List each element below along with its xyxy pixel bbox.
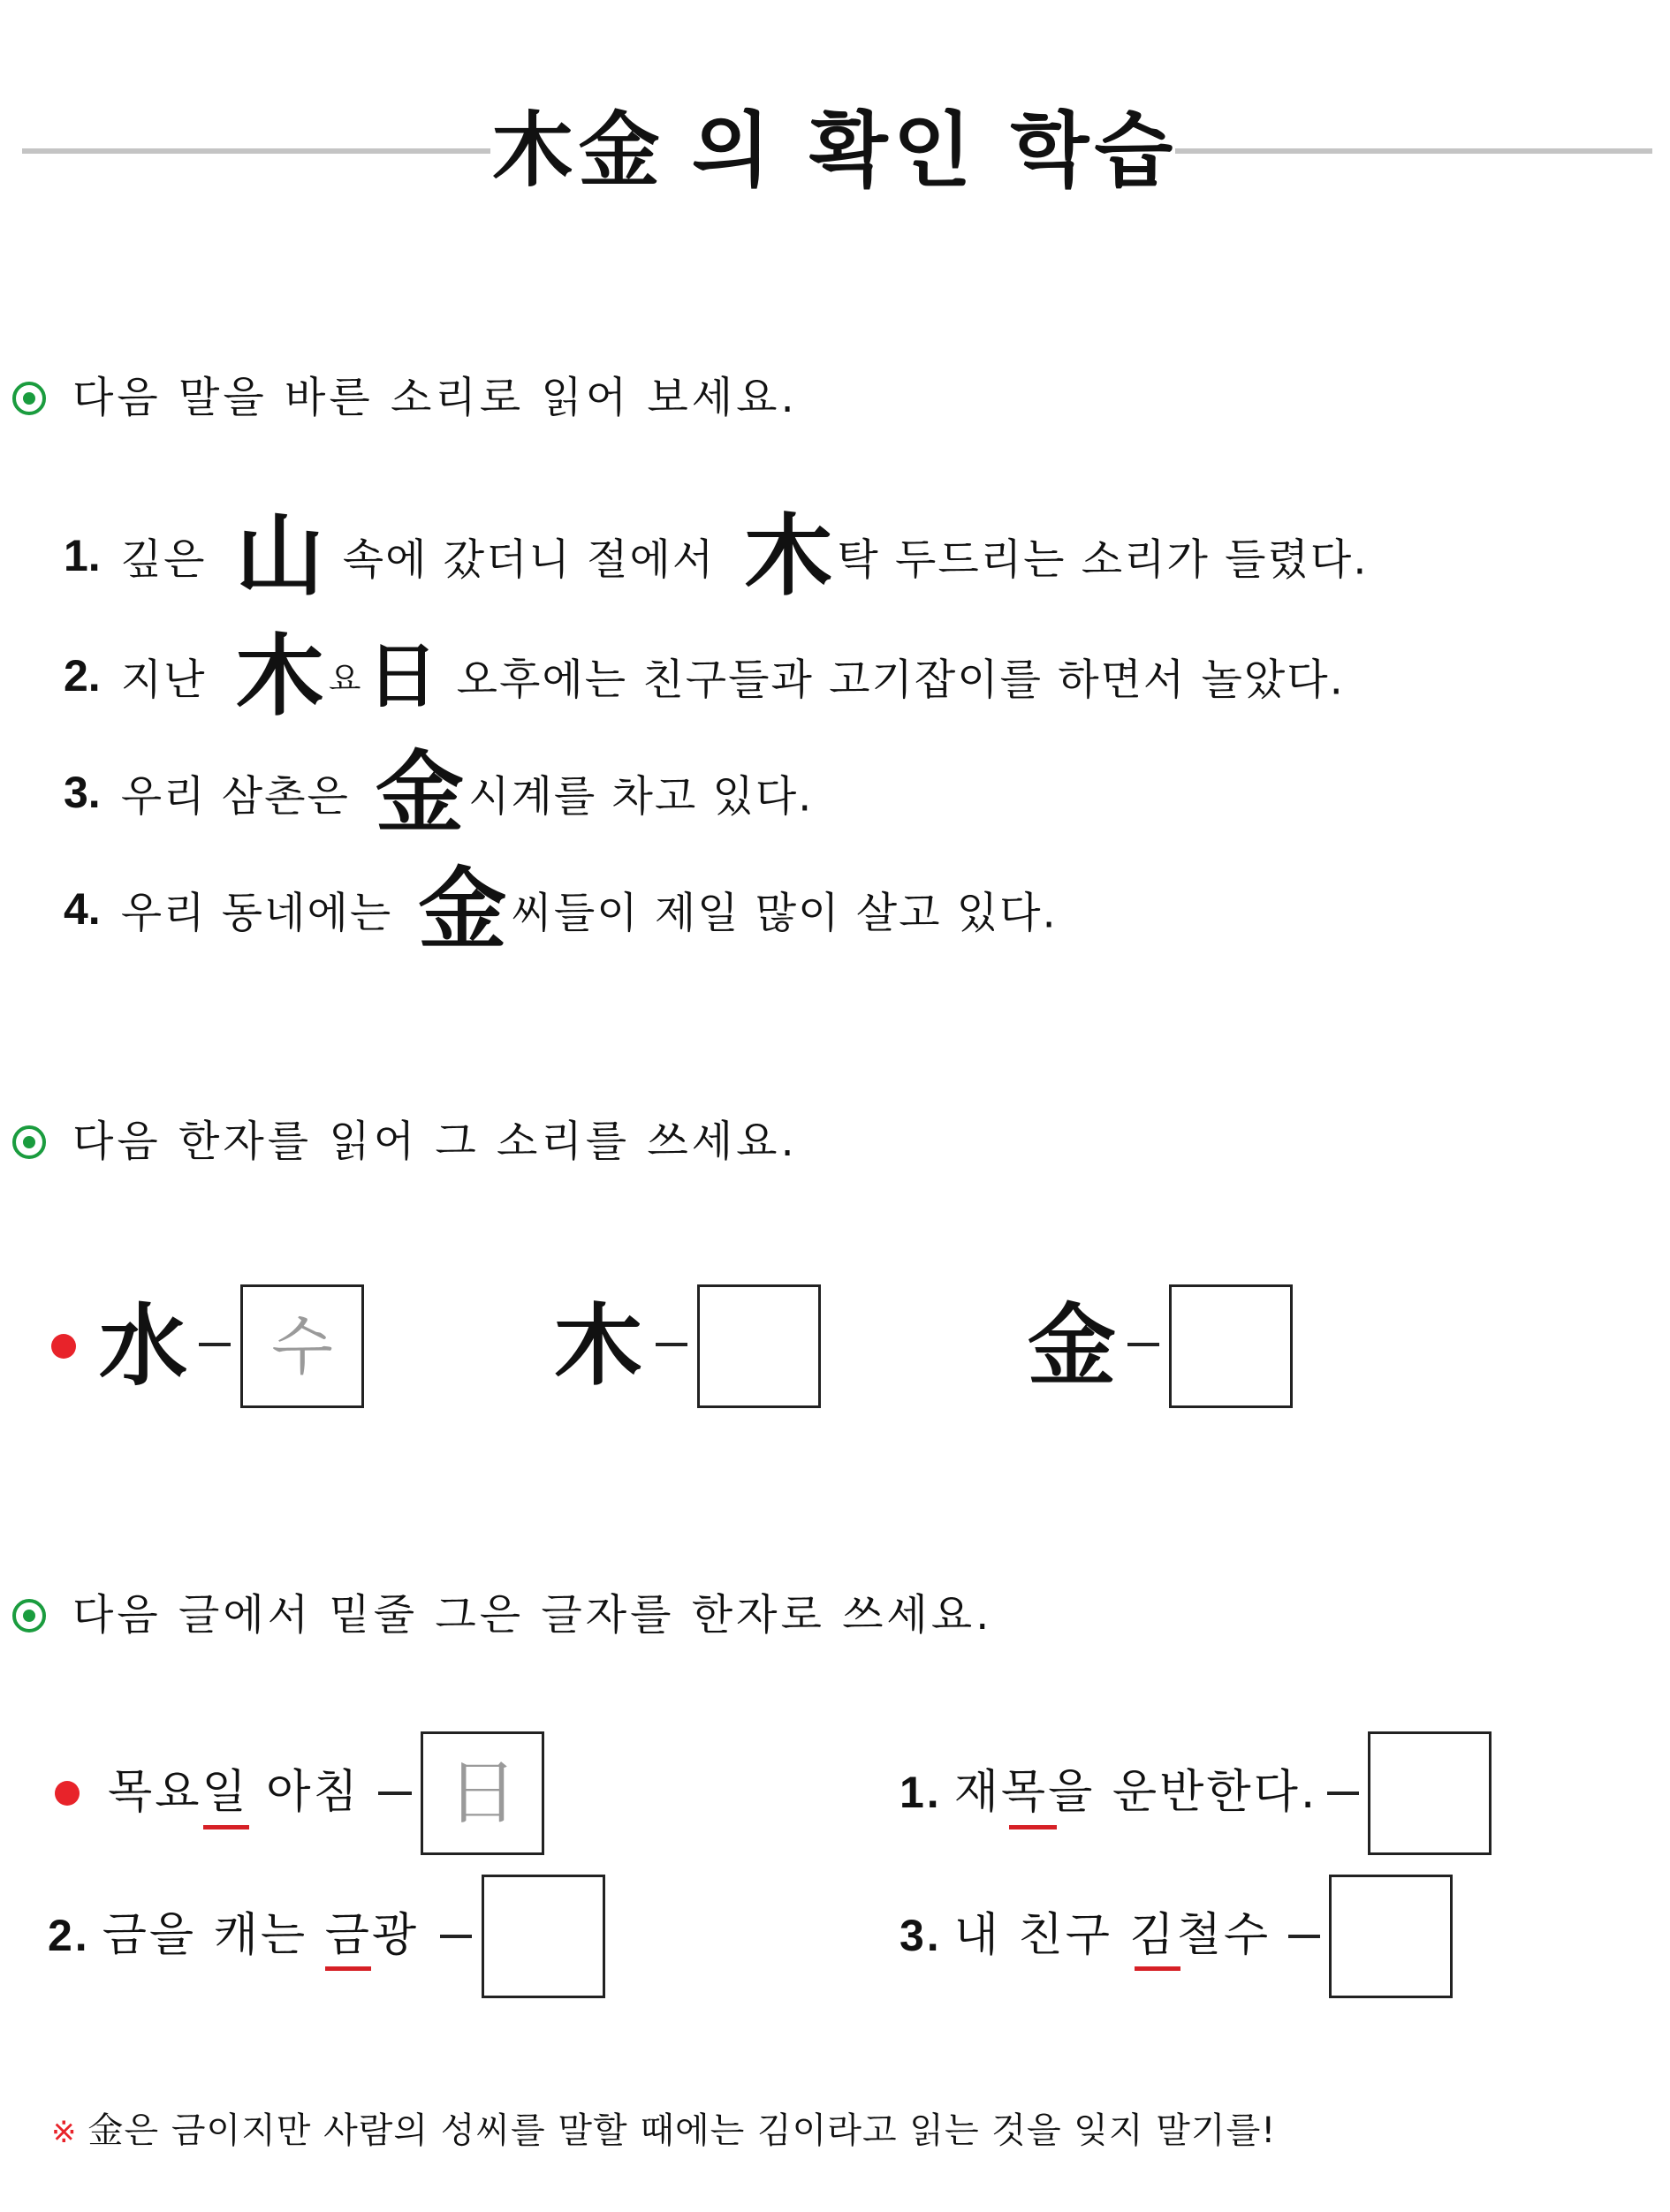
dash	[199, 1343, 231, 1346]
section1-instruction: 다음 말을 바른 소리로 읽어 보세요.	[72, 373, 798, 422]
sentence-hanja: 木	[744, 504, 833, 608]
note-text: 金은 금이지만 사람의 성씨를 말할 때에는 김이라고 읽는 것을 잊지 말기를!	[87, 2110, 1277, 2151]
dash	[656, 1343, 687, 1346]
sentence-text: 시계를 차고 있다.	[468, 771, 814, 822]
question-text: 목요일 아침	[108, 1766, 361, 1819]
question-text: 내 친구 김철수	[953, 1909, 1271, 1962]
answer-box[interactable]	[240, 1284, 364, 1408]
underline-mark	[203, 1825, 249, 1829]
sentence-3	[64, 740, 814, 845]
circle-dot-icon	[12, 382, 46, 415]
answer-box[interactable]	[1368, 1731, 1492, 1855]
question-row-1	[900, 1761, 1317, 1823]
hanja-item: 金	[1028, 1293, 1116, 1398]
question-text: 재목을 운반한다.	[953, 1766, 1318, 1819]
dash	[1288, 1935, 1320, 1938]
answer-box[interactable]	[421, 1731, 544, 1855]
answer-box[interactable]	[482, 1875, 605, 1998]
answer-sample: 日	[447, 1752, 518, 1834]
question-row-2	[48, 1905, 419, 1966]
sentence-hanja: 金	[418, 857, 507, 961]
underline-mark	[1135, 1966, 1180, 1971]
sentence-text: 우리 삼촌은	[120, 771, 350, 822]
answer-box[interactable]	[1329, 1875, 1453, 1998]
title-text: 의 확인 학습	[691, 102, 1179, 198]
title-hanja: 木金	[491, 102, 665, 198]
note-mark: ※	[51, 2115, 78, 2150]
circle-dot-icon	[12, 1599, 46, 1632]
sentence-text: 요	[328, 659, 363, 699]
underline-mark	[325, 1966, 371, 1971]
red-bullet-icon	[55, 1781, 80, 1806]
question-number: 2.	[48, 1911, 90, 1960]
sentence-hanja: 日	[367, 634, 438, 717]
sentence-text: 씨들이 제일 많이 살고 있다.	[511, 888, 1058, 938]
section3-instruction: 다음 글에서 밑줄 그은 글자를 한자로 쓰세요.	[72, 1590, 993, 1640]
sentence-number: 2.	[64, 651, 101, 701]
hanja-item: 木	[554, 1293, 642, 1398]
sentence-4	[64, 857, 1058, 961]
dash	[1327, 1792, 1359, 1795]
sentence-hanja: 山	[235, 504, 324, 608]
sentence-text: 지난	[120, 655, 207, 705]
hanja-item: 水	[99, 1293, 187, 1398]
sentence-text: 깊은	[120, 534, 207, 585]
sentence-number: 4.	[64, 884, 101, 934]
sentence-1	[64, 504, 1369, 608]
question-number: 3.	[900, 1911, 942, 1960]
circle-dot-icon	[12, 1125, 46, 1159]
sentence-2	[64, 624, 1345, 728]
sentence-text: 오후에는 친구들과 고기잡이를 하면서 놀았다.	[456, 655, 1345, 705]
dash	[1127, 1343, 1159, 1346]
footnote	[51, 2104, 1276, 2159]
answer-box[interactable]	[697, 1284, 821, 1408]
sentence-text: 우리 동네에는	[120, 888, 393, 938]
section2-instruction: 다음 한자를 읽어 그 소리를 쓰세요.	[72, 1117, 798, 1166]
sentence-text: 탁 두드리는 소리가 들렸다.	[837, 534, 1369, 585]
red-bullet-icon	[51, 1334, 76, 1359]
question-number: 1.	[900, 1768, 942, 1817]
dash	[378, 1792, 412, 1795]
question-text: 금을 캐는 금광	[102, 1909, 420, 1962]
underline-mark	[1009, 1825, 1057, 1829]
sentence-text: 속에 갔더니 절에서	[342, 534, 716, 585]
sentence-number: 1.	[64, 531, 101, 580]
sentence-hanja: 金	[376, 740, 464, 845]
sentence-number: 3.	[64, 768, 101, 817]
page-title	[0, 88, 1670, 212]
answer-box[interactable]	[1169, 1284, 1293, 1408]
answer-sample: 수	[271, 1309, 333, 1383]
sentence-hanja: 木	[235, 624, 324, 728]
dash	[440, 1935, 472, 1938]
question-row-3	[900, 1905, 1271, 1966]
